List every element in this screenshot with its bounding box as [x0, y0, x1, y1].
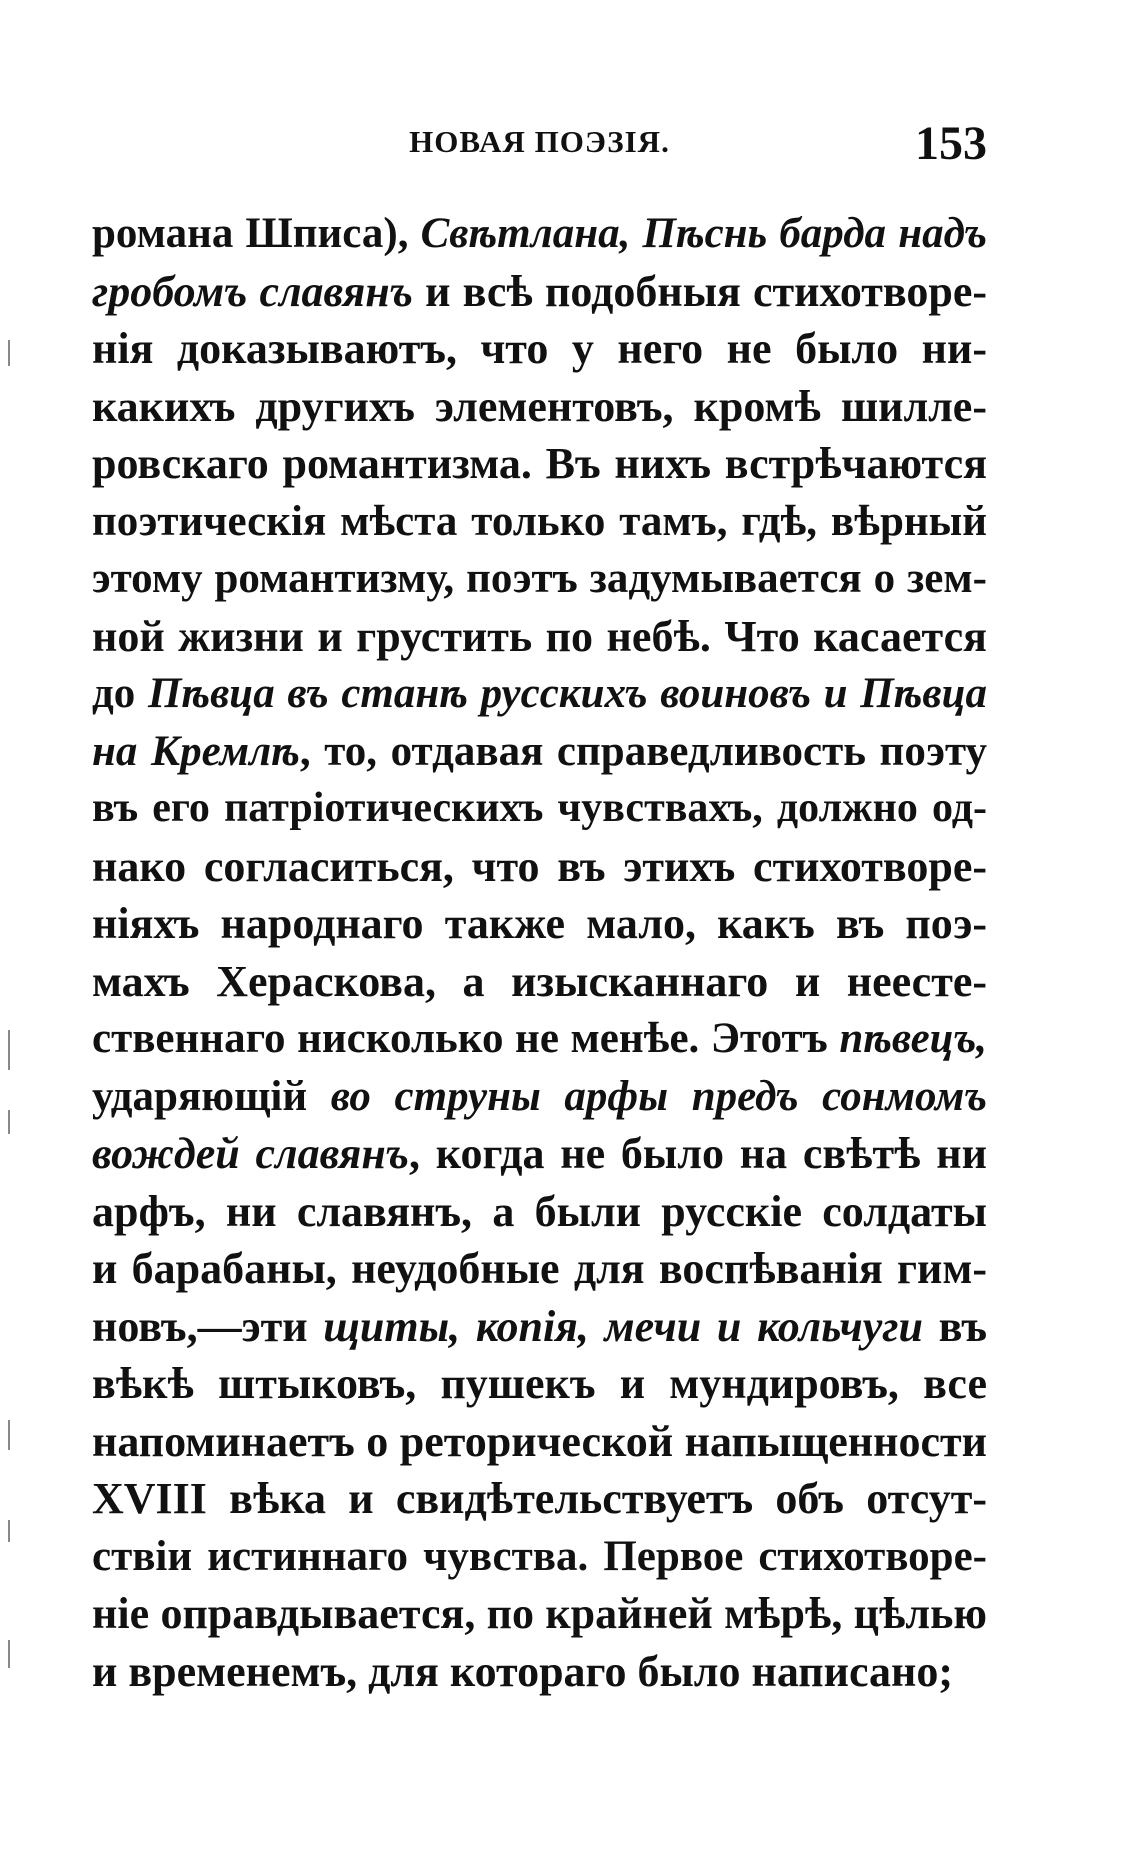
body-text [92, 205, 987, 1700]
text-line [92, 1470, 987, 1528]
scan-mark [8, 1030, 10, 1070]
text-span: , когда не было на свѣтѣ ни [408, 1129, 987, 1178]
text-span: ніяхъ народнаго также мало, какъ въ поэ- [92, 899, 987, 948]
text-line [92, 1528, 987, 1586]
italic-text: вождей славянъ [92, 1129, 409, 1178]
italic-text: щиты, копія, мечи и кольчуги [323, 1301, 923, 1351]
text-span: и всѣ подобныя стихотворе- [412, 266, 987, 316]
text-span: ударяющій [92, 1072, 331, 1120]
text-line [92, 1125, 987, 1183]
text-span: романа Шписа), [92, 210, 421, 257]
text-line [92, 1298, 987, 1356]
text-span: ствіи истиннаго чувства. Первое стихотворе- [92, 1532, 987, 1580]
text-line [92, 378, 987, 436]
text-span: въ [922, 1301, 987, 1351]
text-span: и временемъ, для котораго было написано; [92, 1646, 954, 1696]
text-line [92, 780, 987, 838]
italic-text: Свѣтлана, Пѣснь барда надъ [420, 210, 987, 257]
text-span: ровскаго романтизма. Въ нихъ встрѣчаются [92, 439, 987, 488]
page-number: 153 [915, 117, 987, 170]
text-line [92, 1183, 987, 1241]
text-line [92, 895, 987, 953]
text-line [92, 1643, 987, 1701]
italic-text: на Кремлѣ [92, 727, 300, 775]
text-span: поэтическія мѣста только тамъ, гдѣ, вѣрный [92, 497, 987, 545]
text-line [92, 1585, 987, 1643]
text-line [92, 435, 987, 493]
text-line [92, 1068, 987, 1126]
text-span: этому романтизму, поэтъ задумывается о зем- [92, 555, 987, 602]
text-span: въ его патріотическихъ чувствахъ, должно од- [92, 785, 987, 831]
scan-mark [8, 1420, 10, 1450]
scan-mark [8, 1110, 10, 1134]
text-line [92, 1355, 987, 1413]
scan-mark [8, 340, 10, 366]
scan-mark [8, 1520, 10, 1542]
text-line [92, 493, 987, 551]
italic-text: гробомъ славянъ [92, 266, 413, 316]
italic-text: пѣвецъ, [839, 1015, 987, 1062]
text-line [92, 205, 987, 263]
italic-text: во струны арфы предъ сонмомъ [330, 1072, 987, 1120]
text-span: ной жизни и грустить по небѣ. Что касается [92, 611, 987, 661]
text-span: нія доказываютъ, что у него не было ни- [92, 324, 987, 373]
text-line [92, 263, 987, 321]
text-line [92, 1010, 987, 1068]
italic-text: Пѣвца въ станѣ русскихъ воиновъ и Пѣвца [147, 670, 987, 717]
text-span: нако согласиться, что въ этихъ стихотворе- [92, 841, 987, 891]
text-line [92, 665, 987, 723]
text-line [92, 838, 987, 896]
text-span: до [92, 670, 148, 717]
text-line [92, 320, 987, 378]
text-span: вѣкѣ штыковъ, пушекъ и мундировъ, все [92, 1359, 987, 1408]
text-span: , то, отдавая справедливость поэту [299, 727, 987, 775]
text-span: махъ Хераскова, а изысканнаго и неесте- [92, 956, 987, 1006]
text-span: какихъ другихъ элементовъ, кромѣ шилле- [92, 381, 987, 431]
text-line [92, 723, 987, 781]
scan-mark [8, 1640, 10, 1668]
text-line [92, 608, 987, 666]
text-span: и барабаны, неудобные для воспѣванія гим- [92, 1244, 987, 1293]
text-span: ніе оправдывается, по крайней мѣрѣ, цѣлью [92, 1589, 987, 1638]
text-line [92, 550, 987, 608]
running-title: НОВАЯ ПОЭЗІЯ. [409, 124, 670, 159]
text-span: напоминаетъ о реторической напыщенности [92, 1416, 987, 1466]
running-head [92, 110, 987, 170]
text-span: новъ,—эти [92, 1301, 324, 1351]
text-line [92, 1413, 987, 1471]
text-span: арфъ, ни славянъ, а были русскіе солдаты [92, 1186, 987, 1236]
text-span: XVIII вѣка и свидѣтельствуетъ объ отсут- [92, 1474, 987, 1523]
text-line [92, 953, 987, 1011]
text-span: ственнаго нисколько не менѣе. Этотъ [92, 1015, 840, 1062]
text-line [92, 1240, 987, 1298]
